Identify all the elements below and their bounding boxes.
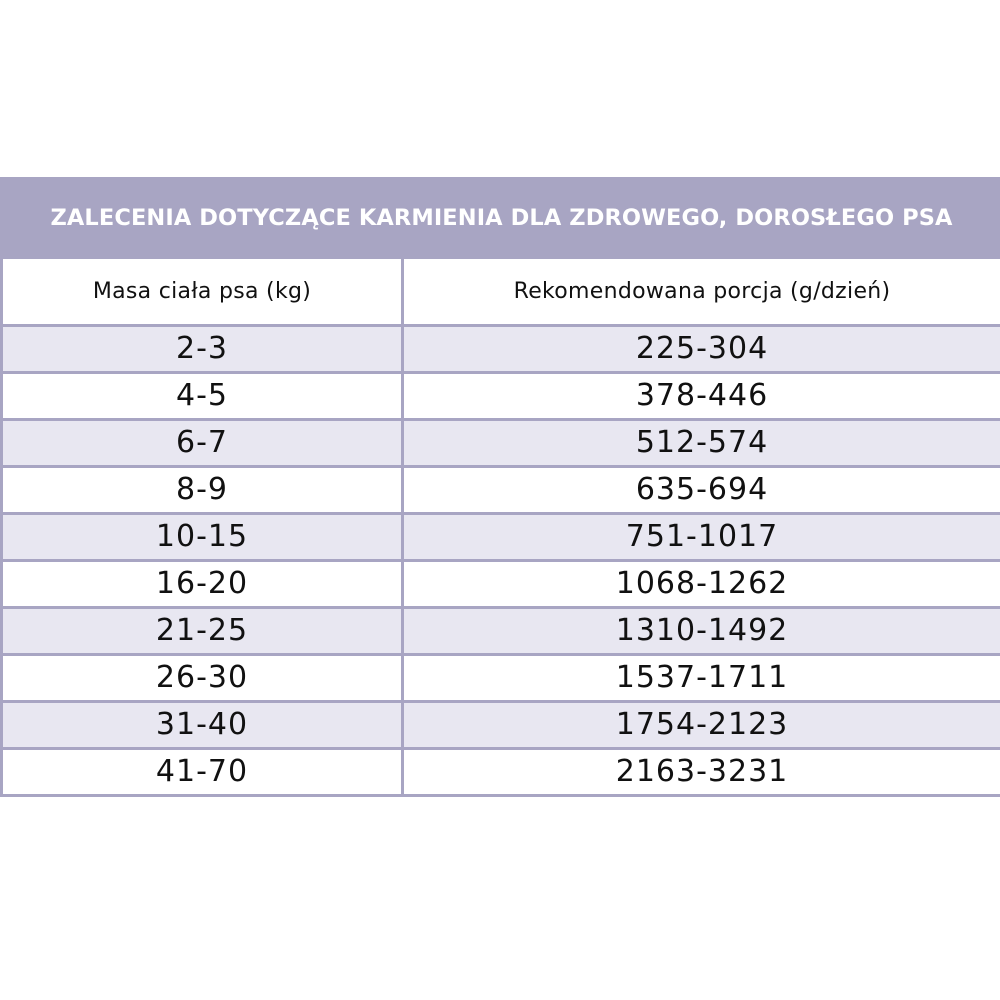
table-row <box>2 655 1000 702</box>
table-row <box>2 373 1000 420</box>
weight-cell: 31-40 <box>2 702 403 749</box>
table-row <box>2 749 1000 796</box>
portion-cell: 1068-1262 <box>403 561 1000 608</box>
table-row <box>2 514 1000 561</box>
portion-cell: 751-1017 <box>403 514 1000 561</box>
weight-cell: 21-25 <box>2 608 403 655</box>
portion-cell: 378-446 <box>403 373 1000 420</box>
weight-cell: 2-3 <box>2 326 403 373</box>
table-row <box>2 326 1000 373</box>
weight-cell: 41-70 <box>2 749 403 796</box>
table-row <box>2 702 1000 749</box>
portion-cell: 635-694 <box>403 467 1000 514</box>
table-row <box>2 561 1000 608</box>
portion-cell: 225-304 <box>403 326 1000 373</box>
weight-cell: 10-15 <box>2 514 403 561</box>
weight-cell: 4-5 <box>2 373 403 420</box>
portion-cell: 2163-3231 <box>403 749 1000 796</box>
weight-cell: 26-30 <box>2 655 403 702</box>
column-header-weight: Masa ciała psa (kg) <box>2 258 403 326</box>
column-header-portion: Rekomendowana porcja (g/dzień) <box>403 258 1000 326</box>
portion-cell: 512-574 <box>403 420 1000 467</box>
portion-cell: 1310-1492 <box>403 608 1000 655</box>
table-row <box>2 467 1000 514</box>
feeding-table <box>0 177 1000 797</box>
table-row <box>2 608 1000 655</box>
header-row <box>2 258 1000 326</box>
portion-cell: 1537-1711 <box>403 655 1000 702</box>
weight-cell: 6-7 <box>2 420 403 467</box>
weight-cell: 8-9 <box>2 467 403 514</box>
table-row <box>2 420 1000 467</box>
table-title: ZALECENIA DOTYCZĄCE KARMIENIA DLA ZDROWEGO, DOROSŁEGO PSA <box>2 179 1000 258</box>
portion-cell: 1754-2123 <box>403 702 1000 749</box>
weight-cell: 16-20 <box>2 561 403 608</box>
title-row <box>2 179 1000 258</box>
